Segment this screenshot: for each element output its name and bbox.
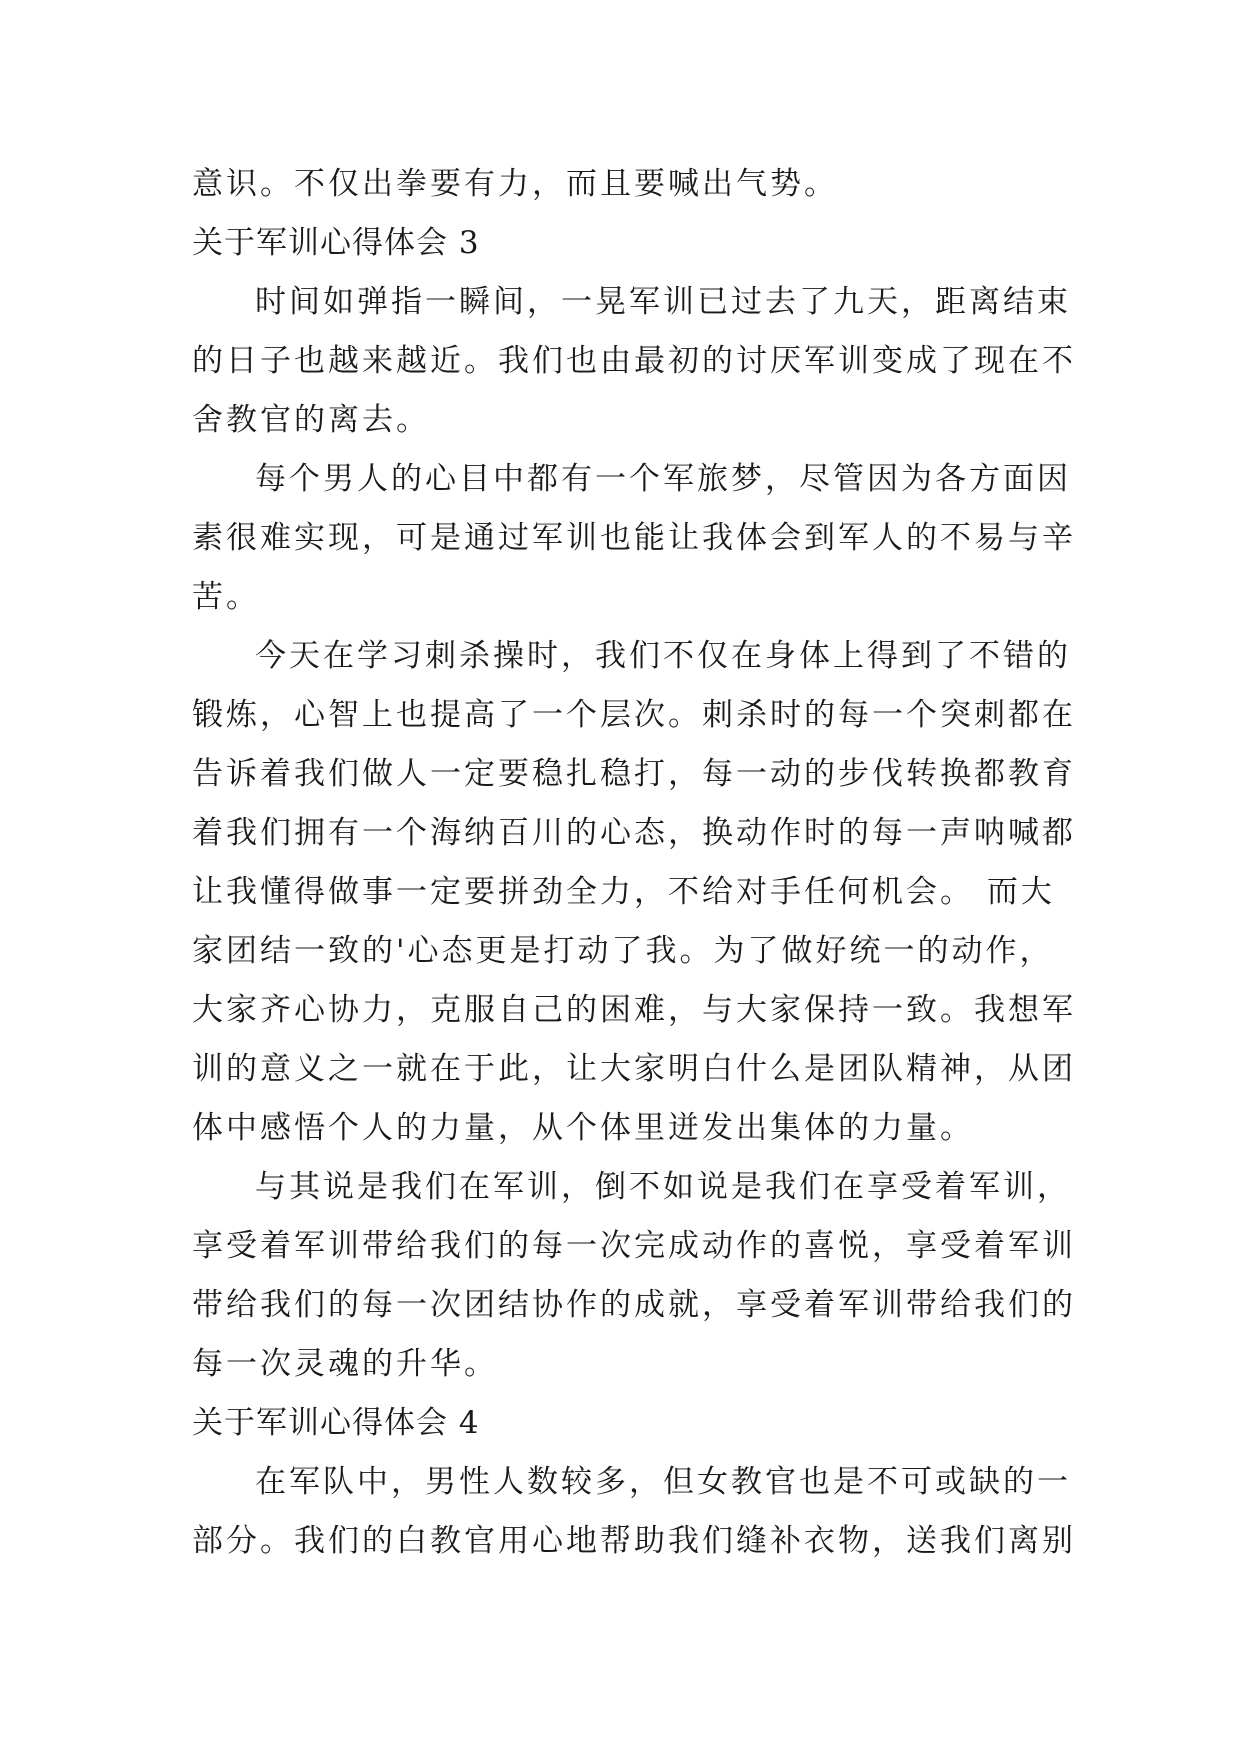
section-heading: 关于军训心得体会 4 <box>192 1405 480 1441</box>
paragraph-line: 部分。我们的白教官用心地帮助我们缝补衣物，送我们离别 <box>192 1523 1076 1559</box>
paragraph-line: 在军队中，男性人数较多，但女教官也是不可或缺的一 <box>255 1464 1071 1500</box>
paragraph-line: 着我们拥有一个海纳百川的心态，换动作时的每一声呐喊都 <box>192 815 1076 851</box>
paragraph-line: 每一次灵魂的升华。 <box>192 1346 498 1382</box>
paragraph-line: 带给我们的每一次团结协作的成就，享受着军训带给我们的 <box>192 1287 1076 1323</box>
document-body <box>192 155 1076 1571</box>
paragraph-line: 告诉着我们做人一定要稳扎稳打，每一动的步伐转换都教育 <box>192 756 1076 792</box>
paragraph-line: 舍教官的离去。 <box>192 402 430 438</box>
document-page <box>192 155 1076 1571</box>
paragraph-line: 意识。不仅出拳要有力，而且要喊出气势。 <box>192 166 838 202</box>
paragraph-line: 大家齐心协力，克服自己的困难，与大家保持一致。我想军 <box>192 992 1076 1028</box>
paragraph-line: 锻炼，心智上也提高了一个层次。刺杀时的每一个突刺都在 <box>192 697 1076 733</box>
paragraph-line: 的日子也越来越近。我们也由最初的讨厌军训变成了现在不 <box>192 343 1076 379</box>
paragraph-line: 享受着军训带给我们的每一次完成动作的喜悦，享受着军训 <box>192 1228 1076 1264</box>
paragraph-line: 家团结一致的'心态更是打动了我。为了做好统一的动作， <box>192 933 1054 969</box>
paragraph-line: 素很难实现，可是通过军训也能让我体会到军人的不易与辛 <box>192 520 1076 556</box>
paragraph-line: 今天在学习刺杀操时，我们不仅在身体上得到了不错的 <box>255 638 1071 674</box>
paragraph-line: 训的意义之一就在于此，让大家明白什么是团队精神，从团 <box>192 1051 1076 1087</box>
paragraph-line: 每个男人的心目中都有一个军旅梦，尽管因为各方面因 <box>255 461 1071 497</box>
paragraph-line: 让我懂得做事一定要拼劲全力，不给对手任何机会。 而大 <box>192 874 1055 910</box>
paragraph-line: 苦。 <box>192 579 260 615</box>
paragraph-line: 与其说是我们在军训，倒不如说是我们在享受着军训， <box>255 1169 1071 1205</box>
paragraph-line: 体中感悟个人的力量，从个体里迸发出集体的力量。 <box>192 1110 974 1146</box>
paragraph-line: 时间如弹指一瞬间，一晃军训已过去了九天，距离结束 <box>255 284 1071 320</box>
section-heading: 关于军训心得体会 3 <box>192 225 480 261</box>
